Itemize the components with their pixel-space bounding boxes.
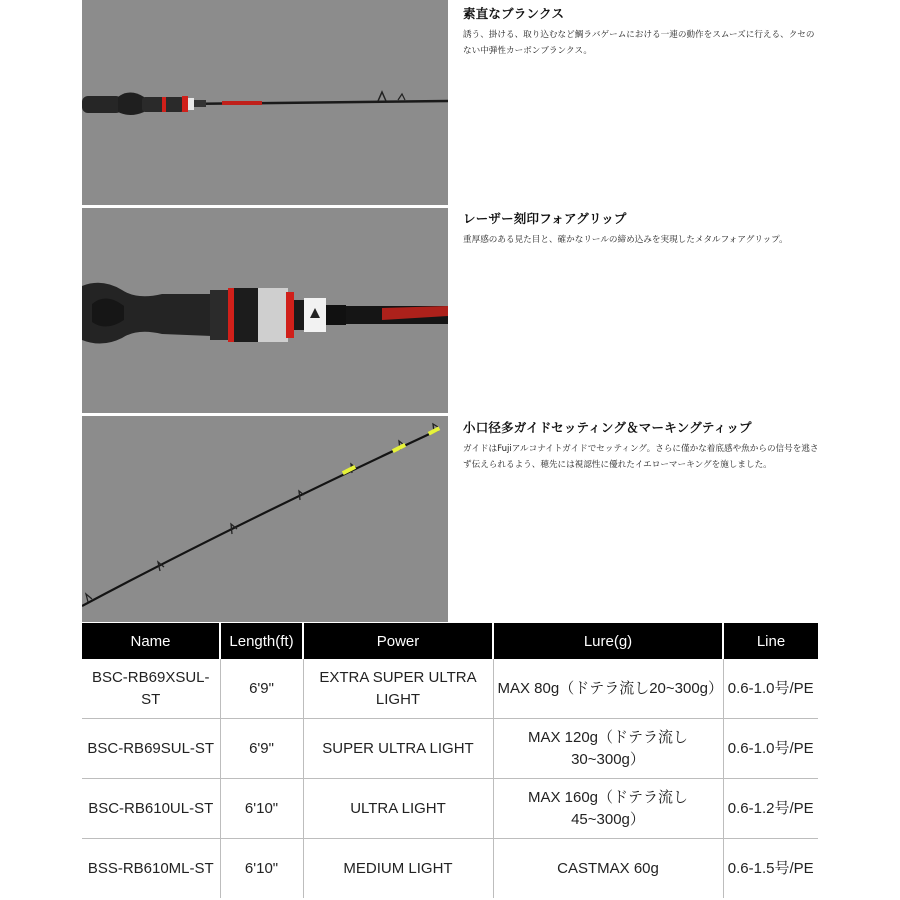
feature-text: 誘う、掛ける、取り込むなど鯛ラバゲームにおける一連の動作をスムーズに行える、クセのない中弾性カーボンブランクス。 bbox=[463, 30, 815, 56]
rod-blank-photo bbox=[82, 0, 448, 205]
cell-name: BSC-RB69SUL-ST bbox=[82, 719, 220, 779]
spec-table bbox=[82, 623, 818, 898]
cell-length: 6'9" bbox=[220, 719, 303, 779]
header-name: Name bbox=[82, 623, 220, 659]
cell-line: 0.6-1.0号/PE bbox=[723, 659, 818, 719]
cell-length: 6'9" bbox=[220, 659, 303, 719]
cell-name: BSC-RB610UL-ST bbox=[82, 779, 220, 839]
table-row bbox=[82, 779, 818, 839]
cell-length: 6'10" bbox=[220, 839, 303, 899]
feature-blank bbox=[463, 4, 823, 59]
cell-line: 0.6-1.2号/PE bbox=[723, 779, 818, 839]
cell-line: 0.6-1.5号/PE bbox=[723, 839, 818, 899]
feature-title: 素直なブランクス bbox=[463, 6, 565, 21]
cell-lure: MAX 80g（ドテラ流し20~300g） bbox=[493, 659, 723, 719]
feature-text: ガイドはFujiアルコナイトガイドでセッティング。さらに僅かな着底感や魚からの信号を逃さず伝えられるよう、穂先には視認性に優れたイエローマーキングを施しました。 bbox=[463, 444, 819, 470]
table-row bbox=[82, 719, 818, 779]
table-row bbox=[82, 659, 818, 719]
cell-power: SUPER ULTRA LIGHT bbox=[303, 719, 493, 779]
cell-lure: MAX 160g（ドテラ流し45~300g） bbox=[493, 779, 723, 839]
header-lure: Lure(g) bbox=[493, 623, 723, 659]
cell-power: EXTRA SUPER ULTRA LIGHT bbox=[303, 659, 493, 719]
cell-lure: CASTMAX 60g bbox=[493, 839, 723, 899]
header-power: Power bbox=[303, 623, 493, 659]
cell-name: BSS-RB610ML-ST bbox=[87, 859, 214, 877]
feature-title: レーザー刻印フォアグリップ bbox=[463, 211, 627, 226]
header-length: Length(ft) bbox=[220, 623, 303, 659]
cell-power: MEDIUM LIGHT bbox=[303, 839, 493, 899]
cell-power: ULTRA LIGHT bbox=[303, 779, 493, 839]
feature-text: 重厚感のある見た目と、確かなリールの締め込みを実現したメタルフォアグリップ。 bbox=[463, 235, 788, 245]
feature-guide-tip bbox=[463, 418, 823, 473]
cell-length: 6'10" bbox=[220, 779, 303, 839]
table-header-row bbox=[82, 623, 818, 659]
table-row bbox=[82, 839, 818, 899]
rod-tip-photo bbox=[82, 416, 448, 622]
header-line: Line bbox=[723, 623, 818, 659]
fore-grip-photo bbox=[82, 208, 448, 413]
cell-line: 0.6-1.0号/PE bbox=[723, 719, 818, 779]
cell-lure: MAX 120g（ドテラ流し30~300g） bbox=[493, 719, 723, 779]
feature-fore-grip bbox=[463, 209, 823, 248]
cell-name: BSC-RB69XSUL-ST bbox=[82, 659, 220, 719]
feature-title: 小口径多ガイドセッティング＆マーキングティップ bbox=[463, 420, 752, 435]
